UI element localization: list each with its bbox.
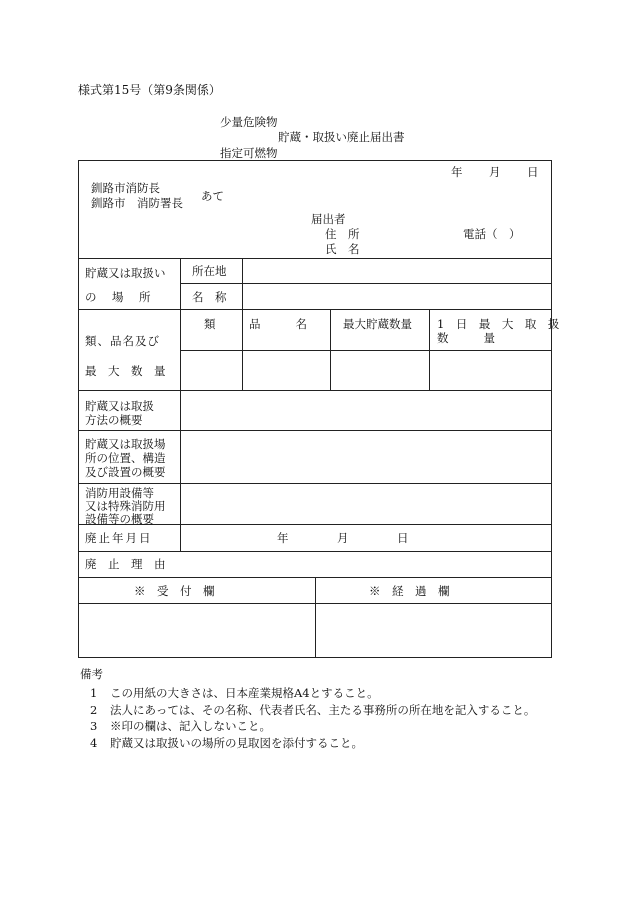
note-1-number: 1 [90, 686, 98, 700]
note-1-text: この用紙の大きさは、日本産業規格A4とすること。 [110, 686, 379, 700]
note-2-text: 法人にあっては、その名称、代表者氏名、主たる事務所の所在地を記入すること。 [110, 703, 536, 717]
location-label: 貯蔵又は取扱い [85, 266, 166, 280]
facility-label-3: 及び設置の概要 [85, 465, 166, 479]
fire-equipment-label: 消防用設備等 [85, 486, 154, 500]
notes-heading: 備考 [80, 667, 103, 681]
addressee-suffix: あて [201, 189, 224, 203]
fire-equipment-label-3: 設備等の概要 [85, 512, 154, 526]
quantity-label: 類、品名及び [85, 334, 160, 348]
location-address-label: 所在地 [192, 264, 227, 278]
abolition-date-year: 年 [277, 531, 289, 545]
applicant-address-label: 住 所 [325, 227, 360, 241]
facility-label: 貯蔵又は取扱場 [85, 437, 166, 451]
page-title: 貯蔵・取扱い廃止届出書 [278, 130, 405, 144]
reception-column-label: ※ 受 付 欄 [134, 584, 215, 598]
note-4-text: 貯蔵又は取扱いの場所の見取図を添付すること。 [110, 736, 363, 750]
column-item-name: 品 名 [249, 317, 311, 331]
quantity-label-2: 最 大 数 量 [85, 364, 166, 378]
abolition-date-day: 日 [397, 531, 409, 545]
column-daily-max-2: 数 量 [437, 331, 499, 345]
note-2-number: 2 [90, 703, 98, 717]
method-label-2: 方法の概要 [85, 413, 143, 427]
abolition-reason-label: 廃 止 理 由 [85, 557, 166, 571]
date-year-label: 年 [451, 165, 463, 179]
fire-equipment-label-2: 又は特殊消防用 [85, 499, 166, 513]
note-3-number: 3 [90, 719, 98, 733]
addressee-fire-chief: 釧路市消防長 [91, 181, 160, 195]
column-class: 類 [204, 317, 216, 331]
column-max-storage: 最大貯蔵数量 [343, 317, 412, 331]
date-day-label: 日 [527, 165, 539, 179]
title-line-1: 少量危険物 [220, 115, 278, 129]
abolition-date-month: 月 [337, 531, 349, 545]
method-label: 貯蔵又は取扱 [85, 399, 154, 413]
note-4-number: 4 [90, 736, 98, 750]
applicant-label: 届出者 [311, 212, 346, 226]
form-number: 様式第15号（第9条関係） [78, 83, 221, 97]
location-label-2: の 場 所 [85, 290, 153, 304]
title-line-3: 指定可燃物 [220, 146, 278, 160]
abolition-date-label: 廃止年月日 [85, 531, 153, 545]
column-daily-max: 1 日 最 大 取 扱 [437, 317, 560, 331]
applicant-name-label: 氏 名 [325, 242, 360, 256]
notification-form [78, 160, 560, 658]
addressee-station-chief: 釧路市 消防署長 [91, 196, 183, 210]
date-month-label: 月 [489, 165, 501, 179]
applicant-phone-label: 電話（ ） [463, 227, 521, 241]
facility-label-2: 所の位置、構造 [85, 451, 166, 465]
note-3-text: ※印の欄は、記入しないこと。 [110, 719, 271, 733]
progress-column-label: ※ 経 過 欄 [369, 584, 450, 598]
location-name-label: 名 称 [192, 290, 227, 304]
